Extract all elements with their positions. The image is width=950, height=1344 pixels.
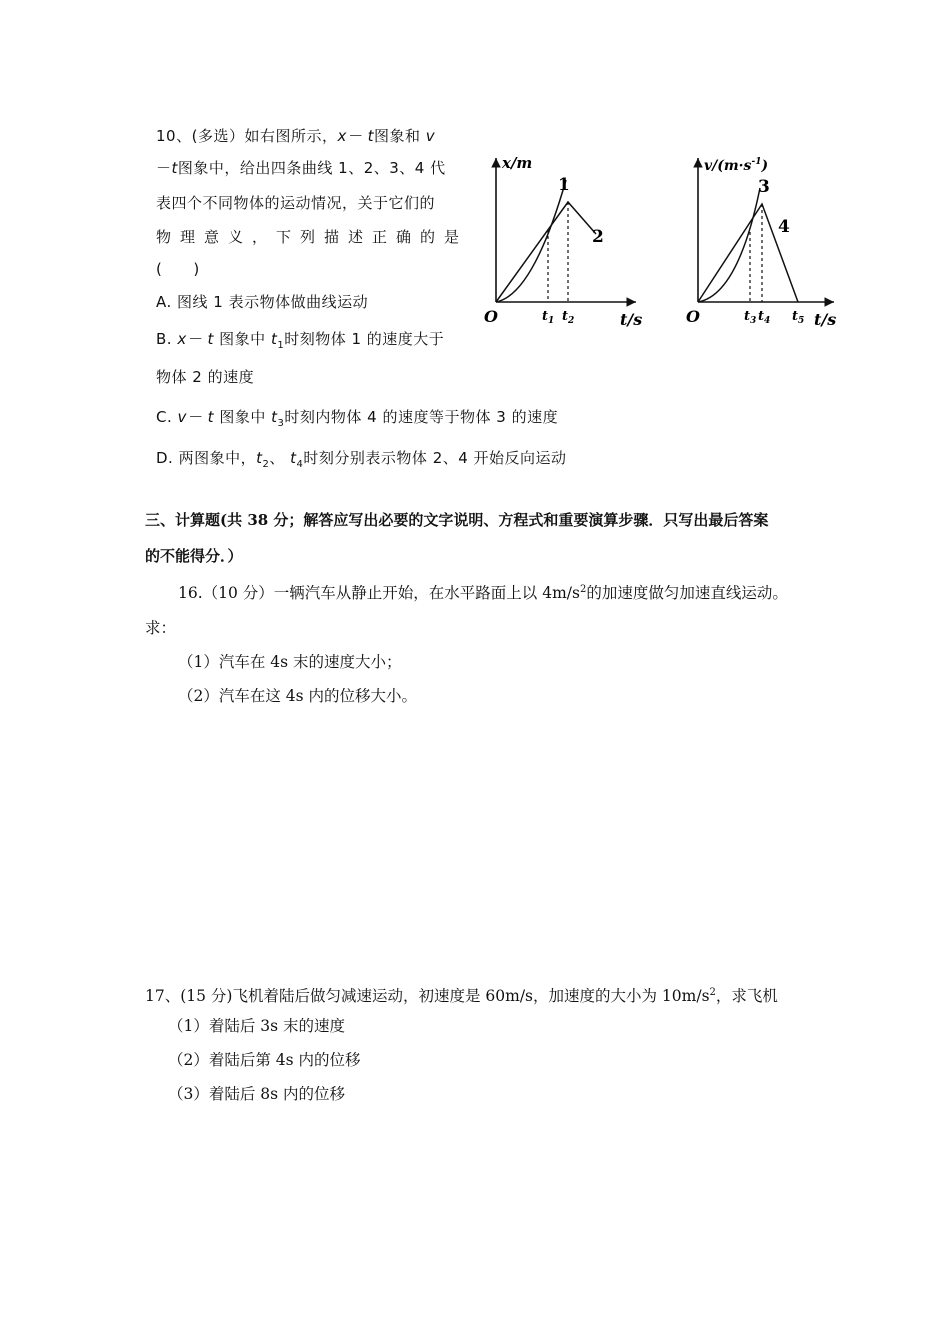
q10-answer-paren: ( ) [156,260,200,278]
q17-item-2: （2）着陆后第 4s 内的位移 [168,1051,361,1069]
q10-option-b-cont: 物体 2 的速度 [156,368,255,386]
q17-item-3: （3）着陆后 8s 内的位移 [168,1085,346,1103]
vt-curve-3 [698,188,760,302]
xt-line-2 [496,202,596,302]
section3-heading: 三、计算题(共 38 分；解答应写出必要的文字说明、方程式和重要演算步骤．只写出最后答案 [145,511,769,529]
q10-option-b: B. x－ t 图象中 $t_1$时刻物体 1 的速度大于 [156,330,445,351]
xt-graph [478,150,648,335]
q17-line-1: 17、(15 分)飞机着陆后做匀减速运动，初速度是 60m/s，加速度的大小为 $10m/s^2$，求飞机 [145,987,778,1006]
xt-label: x－ t [177,330,214,348]
vt-origin: O [686,307,700,326]
vt-tick-t3: $t_3$ [744,309,757,326]
q10-option-a: A. 图线 1 表示物体做曲线运动 [156,293,369,311]
q17-item-1: （1）着陆后 3s 末的速度 [168,1017,346,1035]
q10-line-3: 表四个不同物体的运动情况，关于它们的 [156,194,436,212]
q10-option-d: D. 两图象中，$t_2$、 $t_4$时刻分别表示物体 2、4 开始反向运动 [156,449,567,470]
xt-curve-1 [496,180,566,302]
section3-heading-cont: 的不能得分．） [145,547,243,565]
q16-line-2: 求： [145,619,177,637]
vt-curve-4-label: 4 [778,217,790,237]
vt-tick-t4: $t_4$ [758,309,771,326]
q10-line-2: －t图象中，给出四条曲线 1、2、3、4 代 [156,159,446,177]
xt-ylabel: x/m [502,154,533,172]
q10-line-4: 物理意义，下列描述正确的是 [156,228,469,246]
vt-xlabel: t/s [814,310,837,329]
vt-graph [678,150,848,335]
vt-tick-t5: $t_5$ [792,309,805,326]
q10-line-1: 10、(多选）如右图所示，x－ t图象和 v [156,127,436,145]
q16-line-1: 16.（10 分）一辆汽车从静止开始，在水平路面上以 $4m/s^2$的加速度做匀加速直线运动。 [178,584,788,603]
xt-curve-1-label: 1 [558,175,570,195]
xt-tick-t1: $t_1$ [542,309,555,326]
q16-item-1: （1）汽车在 4s 末的速度大小； [178,653,402,671]
xt-curve-2-label: 2 [592,227,604,247]
vt-curve-3-label: 3 [758,177,770,197]
q16-item-2: （2）汽车在这 4s 内的位移大小。 [178,687,418,705]
xt-origin: O [484,307,498,326]
q10-option-c: C. v－ t 图象中 $t_3$时刻内物体 4 的速度等于物体 3 的速度 [156,408,559,429]
vt-ylabel: $v/(m\cdot s^{-1})$ [704,157,769,174]
xt-xlabel: t/s [620,310,643,329]
xt-tick-t2: $t_2$ [562,309,575,326]
